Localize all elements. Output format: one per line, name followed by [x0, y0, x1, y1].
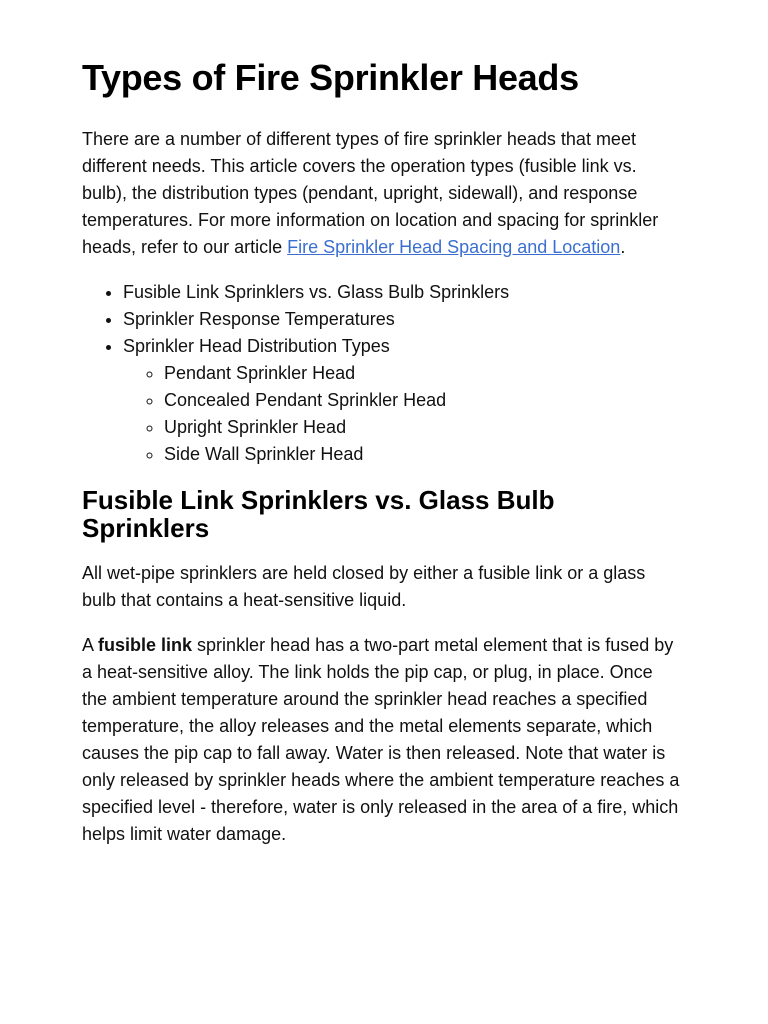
intro-paragraph: [82, 126, 682, 261]
toc-subitem-label[interactable]: Side Wall Sprinkler Head: [164, 444, 364, 464]
toc-sublist: [123, 360, 682, 468]
toc-item-label[interactable]: Sprinkler Head Distribution Types: [123, 336, 390, 356]
paragraph-body: sprinkler head has a two-part metal element that is fused by a heat-sensitive alloy. The link holds the pip cap, or plug, in place. Once the ambient temperature around the sprinkler head reaches a specified temperature, the alloy releases and the metal elements separate, which causes the pip cap to fall away. Water is then released. Note that water is only released by sprinkler heads where the ambient temperature reaches a specified level - therefore, water is only released in the area of a fire, which helps limit water damage.: [82, 635, 680, 844]
toc-item[interactable]: [123, 306, 682, 333]
toc-item[interactable]: [123, 333, 682, 468]
toc-subitem[interactable]: [164, 414, 682, 441]
spacing-location-link[interactable]: Fire Sprinkler Head Spacing and Location: [287, 237, 621, 257]
page-title: Types of Fire Sprinkler Heads: [82, 57, 579, 98]
table-of-contents: [82, 279, 682, 468]
toc-item-label[interactable]: Fusible Link Sprinklers vs. Glass Bulb Sprinklers: [123, 282, 510, 302]
intro-text: There are a number of different types of fire sprinkler heads that meet different needs. This article covers the operation types (fusible link vs. bulb), the distribution types (pendant, upright, sidewall), and response temperatures. For more information on location and spacing for sprinkler heads, refer to our article: [82, 129, 659, 257]
toc-item[interactable]: [123, 279, 682, 306]
section-heading: Fusible Link Sprinklers vs. Glass Bulb Sprinklers: [82, 485, 555, 543]
toc-subitem[interactable]: [164, 360, 682, 387]
paragraph-prefix: A: [82, 635, 99, 655]
toc-subitem-label[interactable]: Upright Sprinkler Head: [164, 417, 347, 437]
toc-subitem-label[interactable]: Concealed Pendant Sprinkler Head: [164, 390, 447, 410]
toc-item-label[interactable]: Sprinkler Response Temperatures: [123, 309, 395, 329]
toc-subitem[interactable]: [164, 441, 682, 468]
bold-term: fusible link: [98, 635, 193, 655]
toc-subitem[interactable]: [164, 387, 682, 414]
intro-text-end: .: [620, 237, 626, 257]
toc-subitem-label[interactable]: Pendant Sprinkler Head: [164, 363, 356, 383]
section-paragraph: [82, 632, 682, 848]
section-paragraph: All wet-pipe sprinklers are held closed by either a fusible link or a glass bulb that contains a heat-sensitive liquid.: [82, 563, 646, 610]
